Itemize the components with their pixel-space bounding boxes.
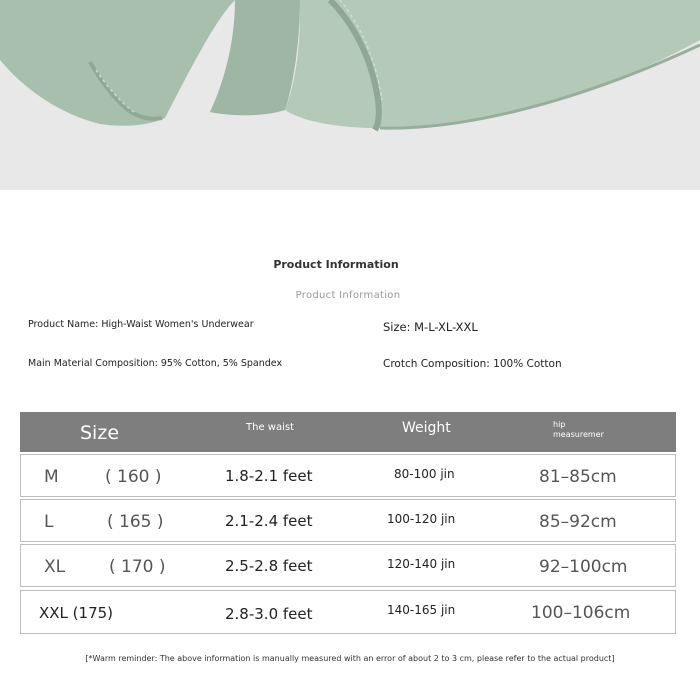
header-size: Size [80, 422, 120, 444]
table-row [20, 590, 676, 634]
product-name: Product Name: High-Waist Women's Underwear [28, 319, 254, 330]
row-hip: 92–100cm [539, 557, 628, 577]
header-waist: The waist [246, 422, 294, 433]
row-size: L [44, 512, 54, 532]
row-size: M [44, 467, 59, 487]
row-hip: 85–92cm [539, 512, 617, 532]
row-height: ( 160 ) [105, 467, 162, 487]
row-weight: 100-120 jin [387, 512, 456, 526]
header-hip-line1: hip [553, 420, 566, 429]
warm-reminder: [*Warm reminder: The above information is manually measured with an error of about 2 to 3 cm, please refer to the actual product] [85, 654, 615, 663]
row-weight: 140-165 jin [387, 603, 456, 617]
row-waist: 2.5-2.8 feet [225, 557, 313, 575]
row-waist: 1.8-2.1 feet [225, 467, 313, 485]
crotch-composition: Crotch Composition: 100% Cotton [383, 358, 562, 370]
table-row [20, 544, 676, 587]
row-size: XL [44, 557, 66, 577]
row-weight: 120-140 jin [387, 557, 456, 571]
table-header [20, 412, 676, 452]
size-chart-table [20, 412, 676, 634]
row-height: ( 165 ) [107, 512, 164, 532]
section-title: Product Information [273, 258, 399, 271]
table-row [20, 499, 676, 542]
row-size: XXL (175) [39, 604, 114, 622]
section-subtitle: Product Information [295, 290, 401, 301]
row-waist: 2.1-2.4 feet [225, 512, 313, 530]
size-range: Size: M-L-XL-XXL [383, 320, 478, 334]
header-hip [553, 420, 623, 440]
header-hip-line2: measuremer [553, 430, 604, 439]
row-height: ( 170 ) [109, 557, 166, 577]
row-hip: 81–85cm [539, 467, 617, 487]
main-material: Main Material Composition: 95% Cotton, 5% Spandex [28, 358, 283, 369]
row-weight: 80-100 jin [394, 467, 455, 481]
product-photo [0, 0, 700, 190]
table-row [20, 454, 676, 497]
row-hip: 100–106cm [531, 603, 631, 623]
header-weight: Weight [402, 420, 451, 436]
row-waist: 2.8-3.0 feet [225, 605, 313, 623]
